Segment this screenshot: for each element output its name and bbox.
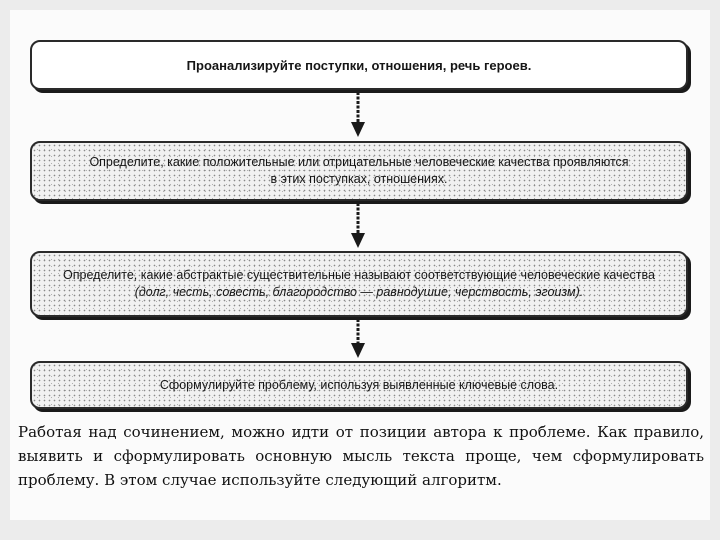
step-3-line-2: (долг, честь, совесть, благородство — равнодушие, черствость, эгоизм). xyxy=(134,285,584,299)
step-2-line-2: в этих поступках, отношениях. xyxy=(270,172,448,186)
page-sheet xyxy=(10,10,710,520)
step-3-line-1: Определите, какие абстрактые существительные называют соответствующие человеческие качества xyxy=(63,268,655,282)
step-4-text: Сформулируйте проблему, используя выявленные ключевые слова. xyxy=(159,377,559,392)
step-1-box xyxy=(30,40,688,90)
step-4-box xyxy=(30,361,688,409)
body-paragraph: Работая над сочинением, можно идти от позиции автора к проблеме. Как правило, выявить и сформулировать основную мысль текста проще, чем сформулировать проблему. В этом случае используйте следующий алгоритм. xyxy=(18,423,704,489)
step-2-line-1: Определите, какие положительные или отрицательные человеческие качества проявляются xyxy=(89,155,629,169)
down-arrow-icon xyxy=(350,92,366,138)
step-3-box xyxy=(30,251,688,317)
down-arrow-icon xyxy=(350,319,366,359)
step-1-text: Проанализируйте поступки, отношения, речь героев. xyxy=(186,57,532,73)
step-2-box xyxy=(30,141,688,201)
down-arrow-icon xyxy=(350,203,366,249)
